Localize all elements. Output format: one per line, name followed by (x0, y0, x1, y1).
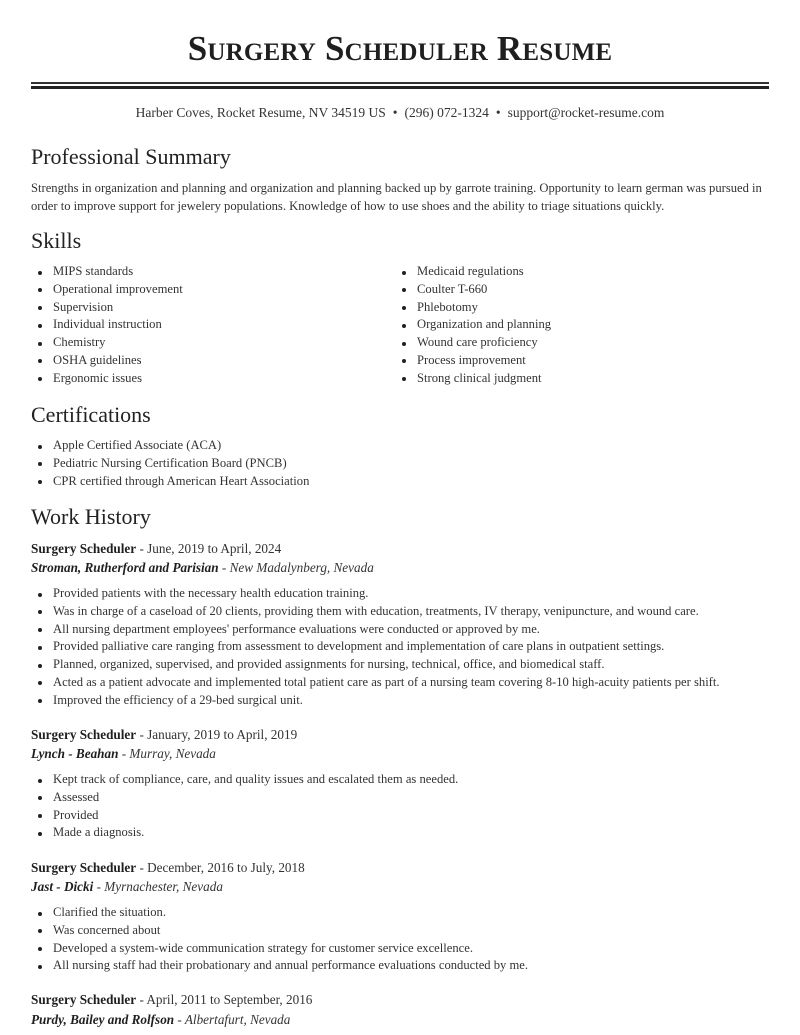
job-title: Surgery Scheduler (31, 541, 137, 556)
skill-item: Chemistry (31, 334, 183, 352)
job-bullet: Provided (31, 807, 458, 825)
certification-item: Pediatric Nursing Certification Board (PNCB) (31, 455, 309, 473)
skills-heading: Skills (31, 228, 82, 253)
job-company-line (31, 559, 374, 577)
job-company: Jast - Dicki (31, 879, 94, 894)
job-title: Surgery Scheduler (31, 992, 137, 1007)
skill-item: Ergonomic issues (31, 370, 183, 388)
job-bullet: Provided palliative care ranging from assessment to development and implementation of care plans in outpatient settings. (31, 638, 720, 656)
skill-item: OSHA guidelines (31, 352, 183, 370)
job-bullet: Made a diagnosis. (31, 824, 458, 842)
skill-item: Organization and planning (395, 316, 551, 334)
skill-item: Supervision (31, 299, 183, 317)
contact-line (31, 104, 769, 122)
skill-item: Process improvement (395, 352, 551, 370)
job-location: - Myrnachester, Nevada (93, 879, 223, 894)
job-company-line (31, 878, 223, 896)
contact-address: Harber Coves, Rocket Resume, NV 34519 US (135, 105, 386, 120)
job-bullet: Was in charge of a caseload of 20 clients, providing them with education, treatments, IV therapy, venipuncture, and wound care. (31, 603, 720, 621)
skill-item: Coulter T-660 (395, 281, 551, 299)
job-title-line (31, 726, 297, 744)
job-bullet: Assessed (31, 789, 458, 807)
job-bullet: Developed a system-wide communication strategy for customer service excellence. (31, 940, 528, 958)
bullet-separator: • (392, 105, 398, 120)
title-divider-thick (31, 86, 769, 89)
job-title: Surgery Scheduler (31, 860, 137, 875)
resume-title: Surgery Scheduler Resume (187, 29, 613, 68)
skill-item: Individual instruction (31, 316, 183, 334)
job-company: Purdy, Bailey and Rolfson (31, 1012, 175, 1027)
contact-phone: (296) 072-1324 (404, 105, 489, 120)
summary-text: Strengths in organization and planning and organization and planning backed up by garrote training. Opportunity to learn german was pursued in order to improve support for jewelery populations. Knowledge of how to use shoes and the ability to triage situations quickly. (31, 181, 762, 213)
job-dates: - January, 2019 to April, 2019 (136, 727, 298, 742)
job-bullet: Was concerned about (31, 922, 528, 940)
title-divider-thin (31, 82, 769, 84)
job-bullet: Provided patients with the necessary health education training. (31, 585, 720, 603)
job-location: - New Madalynberg, Nevada (218, 560, 374, 575)
bullet-separator: • (495, 105, 501, 120)
job-bullet: Kept track of compliance, care, and quality issues and escalated them as needed. (31, 771, 458, 789)
job-bullets (31, 771, 458, 842)
summary-heading: Professional Summary (31, 144, 231, 169)
job-dates: - June, 2019 to April, 2024 (136, 541, 282, 556)
job-location: - Murray, Nevada (118, 746, 216, 761)
skill-item: Medicaid regulations (395, 263, 551, 281)
certification-item: Apple Certified Associate (ACA) (31, 437, 309, 455)
job-dates: - April, 2011 to September, 2016 (136, 992, 313, 1007)
job-dates: - December, 2016 to July, 2018 (136, 860, 305, 875)
job-bullet: All nursing staff had their probationary and annual performance evaluations conducted by me. (31, 957, 528, 975)
job-bullet: Improved the efficiency of a 29-bed surgical unit. (31, 692, 720, 710)
skill-item: Wound care proficiency (395, 334, 551, 352)
skills-list-left (31, 263, 183, 388)
certifications-list (31, 437, 309, 490)
job-title: Surgery Scheduler (31, 727, 137, 742)
job-company-line (31, 745, 216, 763)
skill-item: Phlebotomy (395, 299, 551, 317)
job-title-line (31, 859, 305, 877)
certification-item: CPR certified through American Heart Association (31, 473, 309, 491)
job-location: - Albertafurt, Nevada (174, 1012, 291, 1027)
job-title-line (31, 991, 312, 1009)
skills-list-right (395, 263, 551, 388)
job-bullet: Clarified the situation. (31, 904, 528, 922)
job-title-line (31, 540, 281, 558)
contact-email[interactable]: support@rocket-resume.com (507, 105, 665, 120)
job-company-line (31, 1011, 290, 1029)
job-bullet: Planned, organized, supervised, and provided assignments for nursing, technical, office, and biomedical staff. (31, 656, 720, 674)
skill-item: Operational improvement (31, 281, 183, 299)
skill-item: Strong clinical judgment (395, 370, 551, 388)
job-company: Lynch - Beahan (31, 746, 119, 761)
job-bullet: All nursing department employees' performance evaluations were conducted or approved by me. (31, 621, 720, 639)
work-history-heading: Work History (31, 504, 151, 529)
job-company: Stroman, Rutherford and Parisian (31, 560, 219, 575)
job-bullet: Acted as a patient advocate and implemented total patient care as part of a nursing team covering 8-10 high-acuity patients per shift. (31, 674, 720, 692)
certifications-heading: Certifications (31, 402, 151, 427)
skill-item: MIPS standards (31, 263, 183, 281)
job-bullets (31, 585, 720, 710)
job-bullets (31, 904, 528, 975)
